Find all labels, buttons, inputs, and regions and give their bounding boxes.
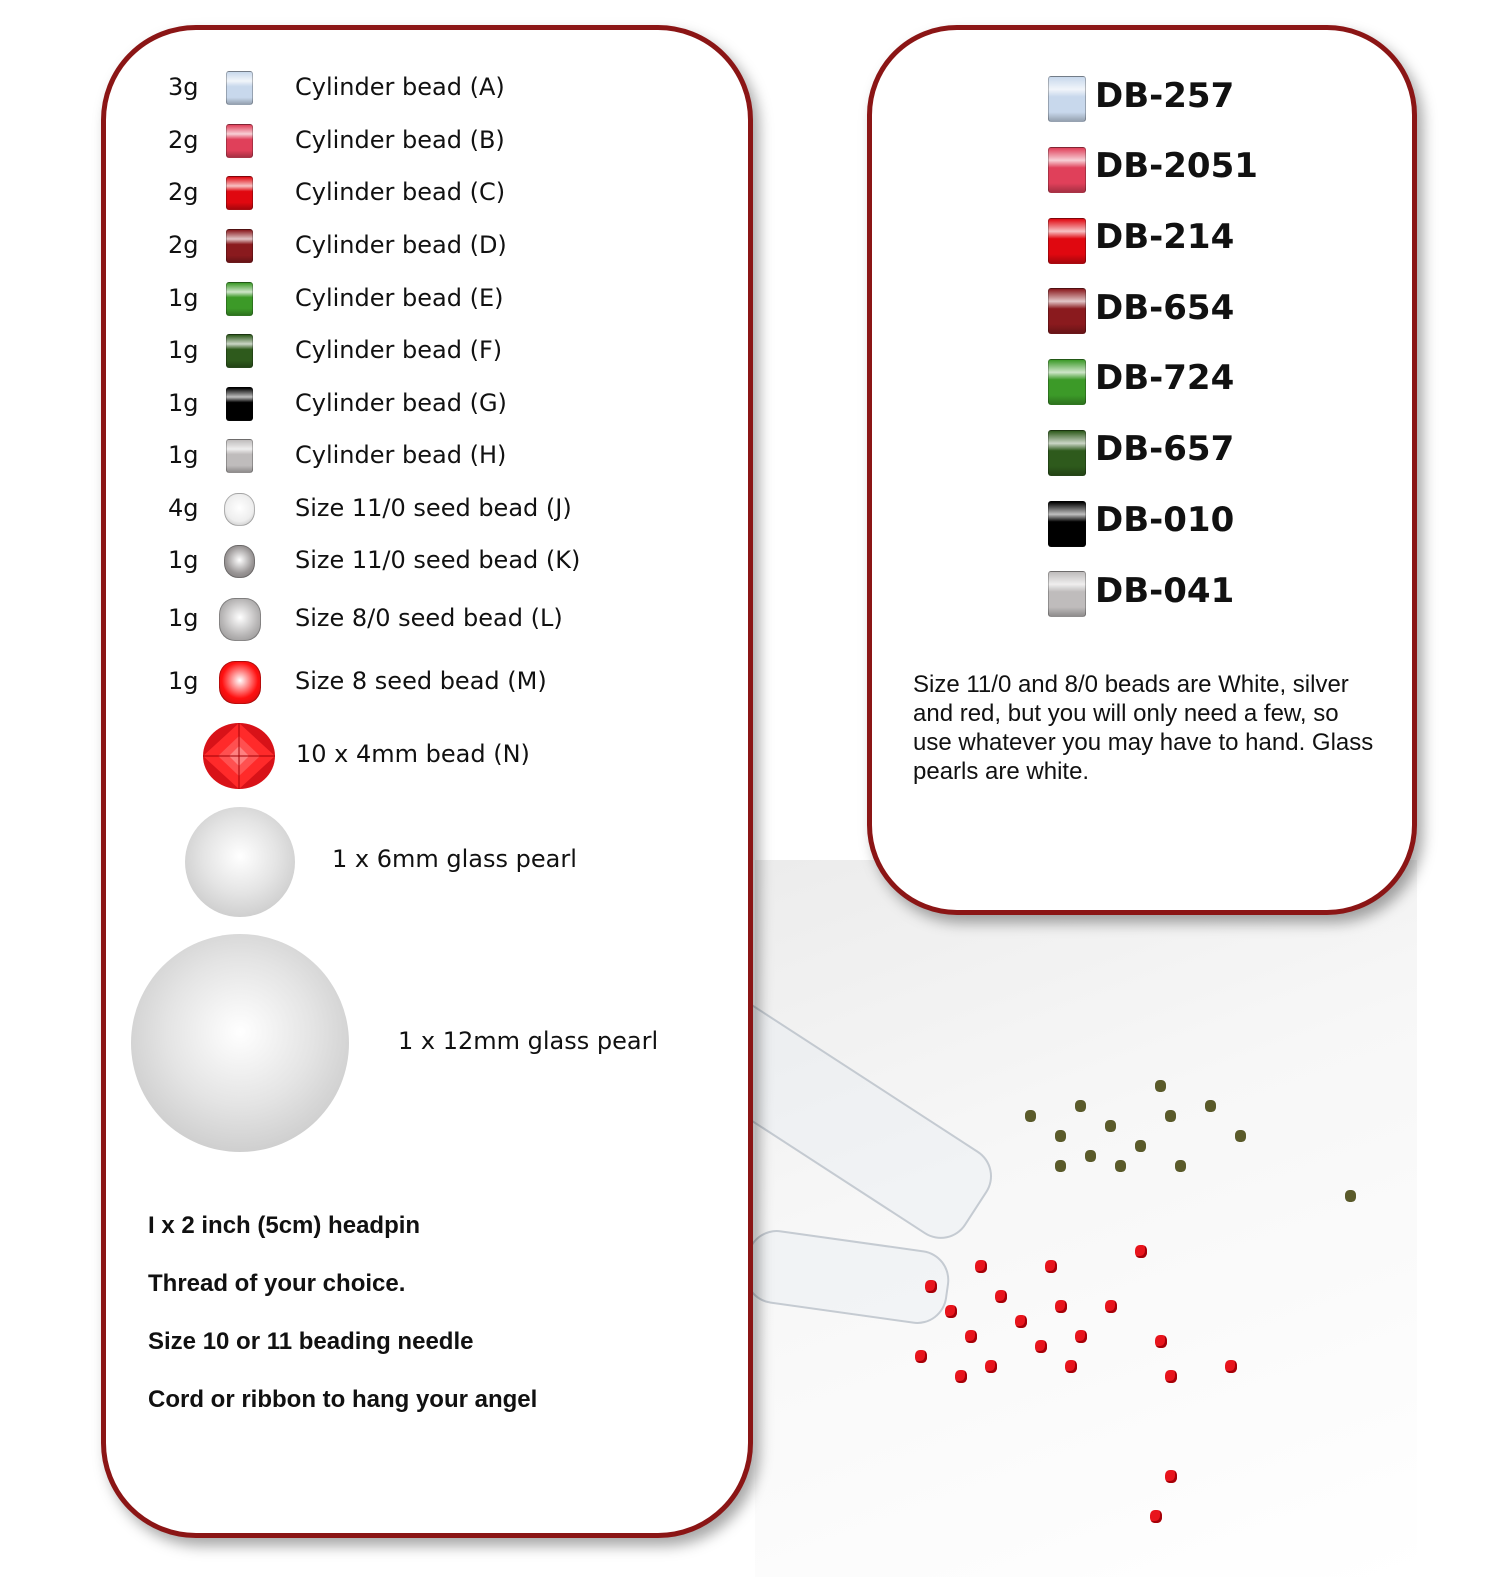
red-bead	[1035, 1340, 1047, 1353]
extra-item: Thread of your choice.	[148, 1270, 406, 1297]
faceted-bead-icon	[202, 722, 276, 790]
material-qty: 2g	[168, 126, 199, 154]
red-bead-tube	[741, 1226, 953, 1328]
material-label: 10 x 4mm bead (N)	[296, 740, 530, 768]
color-swatch	[1048, 76, 1086, 122]
bead-code: DB-654	[1095, 288, 1235, 328]
red-bead	[915, 1350, 927, 1363]
material-qty: 1g	[168, 546, 199, 574]
material-qty: 1g	[168, 389, 199, 417]
color-swatch	[1048, 288, 1086, 334]
color-swatch	[1048, 571, 1086, 617]
red-bead	[945, 1305, 957, 1318]
glass-pearl-icon	[131, 934, 349, 1152]
bead-code: DB-257	[1095, 76, 1235, 116]
color-swatch	[1048, 359, 1086, 405]
green-bead	[1115, 1160, 1126, 1172]
extra-item: I x 2 inch (5cm) headpin	[148, 1212, 421, 1239]
material-label: Cylinder bead (C)	[295, 178, 506, 206]
red-bead	[1225, 1360, 1237, 1373]
green-bead	[1175, 1160, 1186, 1172]
green-bead	[1205, 1100, 1216, 1112]
cylinder-bead-icon	[226, 282, 253, 316]
red-bead	[1075, 1330, 1087, 1343]
red-bead	[1135, 1245, 1147, 1258]
red-bead	[995, 1290, 1007, 1303]
cylinder-bead-icon	[226, 439, 253, 473]
color-swatch	[1048, 147, 1086, 193]
red-bead	[1150, 1510, 1162, 1523]
material-qty: 1g	[168, 604, 199, 632]
seed-bead-icon	[219, 598, 261, 641]
cylinder-bead-icon	[226, 229, 253, 263]
color-swatch	[1048, 218, 1086, 264]
red-bead	[1045, 1260, 1057, 1273]
material-qty: 1g	[168, 441, 199, 469]
red-bead	[975, 1260, 987, 1273]
green-bead	[1025, 1110, 1036, 1122]
seed-bead-icon	[224, 545, 255, 578]
green-bead	[1105, 1120, 1116, 1132]
material-qty: 1g	[168, 336, 199, 364]
red-bead	[1065, 1360, 1077, 1373]
material-label: Size 11/0 seed bead (K)	[295, 546, 581, 574]
red-bead	[925, 1280, 937, 1293]
red-bead	[1155, 1335, 1167, 1348]
material-label: Cylinder bead (B)	[295, 126, 505, 154]
seed-bead-icon	[219, 661, 261, 704]
cylinder-bead-icon	[226, 124, 253, 158]
material-qty: 2g	[168, 231, 199, 259]
material-label: Cylinder bead (E)	[295, 284, 504, 312]
bead-code: DB-657	[1095, 429, 1235, 469]
red-bead	[985, 1360, 997, 1373]
material-qty: 3g	[168, 73, 199, 101]
cylinder-bead-icon	[226, 71, 253, 105]
color-swatch	[1048, 430, 1086, 476]
glass-pearl-icon	[185, 807, 295, 917]
material-label: Cylinder bead (D)	[295, 231, 507, 259]
bead-code: DB-724	[1095, 358, 1235, 398]
material-label: Cylinder bead (H)	[295, 441, 507, 469]
extra-item: Cord or ribbon to hang your angel	[148, 1386, 538, 1413]
color-swatch	[1048, 501, 1086, 547]
red-bead	[1105, 1300, 1117, 1313]
green-bead	[1345, 1190, 1356, 1202]
cylinder-bead-icon	[226, 387, 253, 421]
green-bead	[1055, 1130, 1066, 1142]
cylinder-bead-icon	[226, 176, 253, 210]
extra-item: Size 10 or 11 beading needle	[148, 1328, 474, 1355]
green-bead	[1055, 1160, 1066, 1172]
bead-code: DB-010	[1095, 500, 1235, 540]
red-bead	[965, 1330, 977, 1343]
green-bead	[1155, 1080, 1166, 1092]
material-label: Cylinder bead (A)	[295, 73, 505, 101]
bead-code: DB-2051	[1095, 146, 1258, 186]
material-qty: 1g	[168, 284, 199, 312]
material-label: 1 x 12mm glass pearl	[398, 1027, 659, 1055]
green-bead	[1235, 1130, 1246, 1142]
red-bead	[1055, 1300, 1067, 1313]
seed-bead-icon	[224, 493, 255, 526]
bead-tubes-photo	[755, 860, 1417, 1577]
green-bead	[1085, 1150, 1096, 1162]
red-bead	[1015, 1315, 1027, 1328]
bead-code: DB-041	[1095, 571, 1235, 611]
red-bead	[955, 1370, 967, 1383]
green-bead	[1165, 1110, 1176, 1122]
red-bead	[1165, 1370, 1177, 1383]
material-label: Cylinder bead (G)	[295, 389, 507, 417]
material-qty: 4g	[168, 494, 199, 522]
bead-code: DB-214	[1095, 217, 1235, 257]
material-qty: 2g	[168, 178, 199, 206]
material-label: 1 x 6mm glass pearl	[332, 845, 577, 873]
material-label: Size 11/0 seed bead (J)	[295, 494, 572, 522]
material-label: Size 8 seed bead (M)	[295, 667, 547, 695]
green-bead	[1075, 1100, 1086, 1112]
bead-note: Size 11/0 and 8/0 beads are White, silver and red, but you will only need a few, so use whatever you may have to hand. Glass pearls are white.	[913, 671, 1374, 785]
cylinder-bead-icon	[226, 334, 253, 368]
green-bead	[1135, 1140, 1146, 1152]
red-bead	[1165, 1470, 1177, 1483]
material-label: Cylinder bead (F)	[295, 336, 503, 364]
material-qty: 1g	[168, 667, 199, 695]
material-label: Size 8/0 seed bead (L)	[295, 604, 563, 632]
